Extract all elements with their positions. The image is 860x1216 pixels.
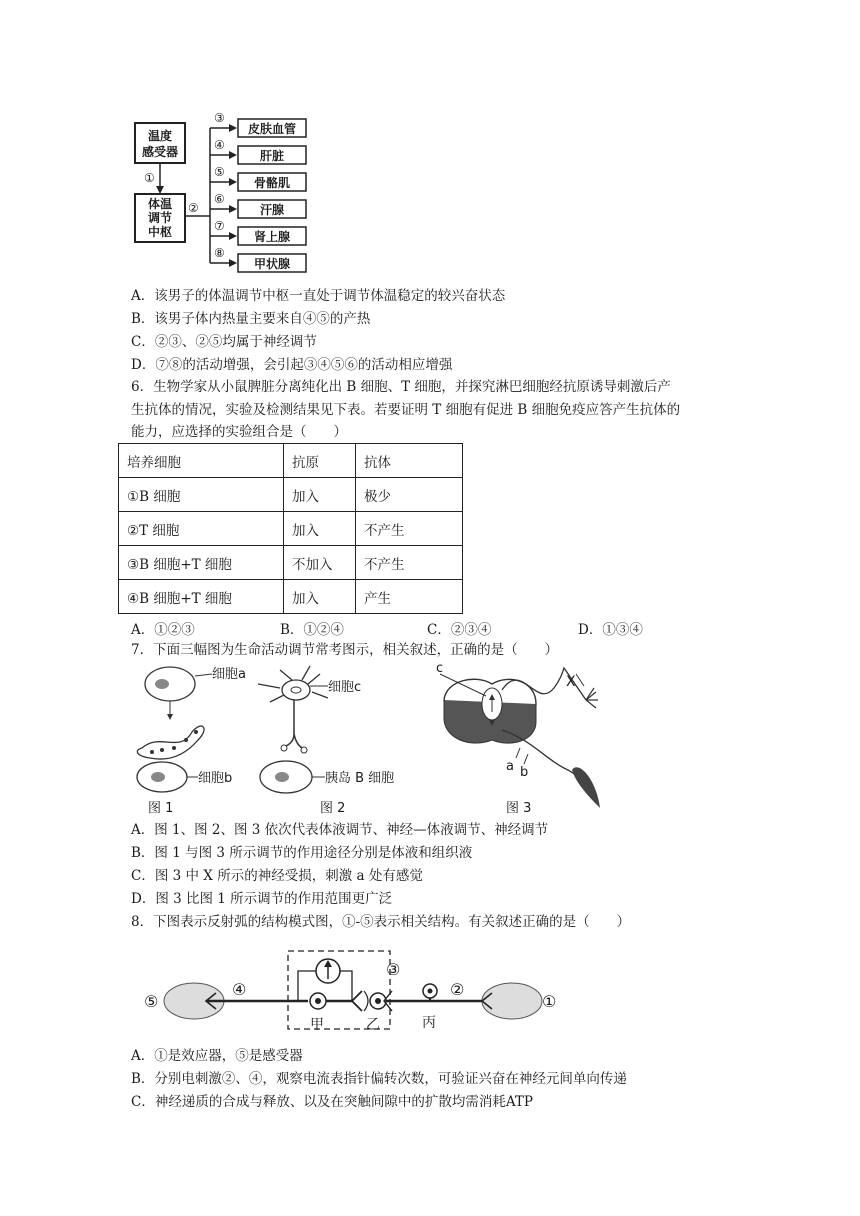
table-header: 培养细胞 [119, 444, 284, 478]
q8-option-c: C．神经递质的合成与释放、以及在突触间隙中的扩散均需消耗ATP [131, 1094, 533, 1110]
q5-option-d: D．⑦⑧的活动增强，会引起③④⑤⑥的活动相应增强 [131, 357, 453, 373]
label-yi: 乙 [366, 1017, 380, 1033]
q6-option-b: B．①②④ [280, 622, 344, 638]
label-bing: 丙 [422, 1015, 436, 1031]
q5-option-c: C．②③、②⑤均属于神经调节 [131, 334, 317, 350]
q6-stem-line-1: 6．生物学家从小鼠脾脏分离纯化出 B 细胞、T 细胞，并探究淋巴细胞经抗原诱导刺激后产 [131, 379, 671, 395]
label-b: b [520, 765, 529, 780]
cell-b-label: 细胞b [198, 771, 233, 786]
table-cell: ④B 细胞+T 细胞 [119, 580, 284, 614]
table-header: 抗体 [356, 444, 463, 478]
label-1: ① [542, 992, 557, 1011]
label-3: ③ [386, 960, 401, 979]
label-jia: 甲 [310, 1017, 324, 1033]
label-2: ② [450, 980, 465, 999]
label-c: c [436, 661, 444, 676]
q6-option-a: A．①②③ [131, 622, 195, 638]
q6-option-c: C．②③④ [427, 622, 492, 638]
svg-text:皮肤血管: 皮肤血管 [247, 122, 297, 136]
target-list [210, 111, 306, 272]
q8-stem: 8．下图表示反射弧的结构模式图，①-⑤表示相关结构。有关叙述正确的是（ ） [131, 914, 631, 930]
table-cell: ②T 细胞 [119, 512, 284, 546]
figure-2-caption: 图 2 [320, 801, 346, 816]
reflex-arc-diagram [140, 945, 560, 1040]
figure-2-neuroendocrine [250, 662, 420, 817]
figure-3-caption: 图 3 [506, 801, 532, 816]
center-label-1: 体温 [147, 197, 173, 211]
table-cell: 不产生 [356, 546, 463, 580]
q7-option-d: D．图 3 比图 1 所示调节的作用范围更广泛 [131, 891, 393, 907]
q7-option-b: B．图 1 与图 3 所示调节的作用途径分别是体液和组织液 [131, 845, 473, 861]
q6-option-d: D．①③④ [578, 622, 643, 638]
table-header-row [119, 444, 463, 478]
q5-option-b: B．该男子体内热量主要来自④⑤的产热 [131, 311, 371, 327]
table-cell: 加入 [284, 580, 356, 614]
table-cell: ①B 细胞 [119, 478, 284, 512]
svg-text:汗腺: 汗腺 [259, 203, 285, 217]
label-5: ⑤ [144, 992, 159, 1011]
islet-b-cell-label: 胰岛 B 细胞 [325, 771, 395, 786]
table-cell: ③B 细胞+T 细胞 [119, 546, 284, 580]
table-cell: 不产生 [356, 512, 463, 546]
q6-options [131, 618, 691, 638]
sensor-label-1: 温度 [147, 129, 173, 143]
sensor-label-2: 感受器 [141, 145, 179, 159]
target-6 [210, 192, 306, 218]
svg-text:甲状腺: 甲状腺 [253, 257, 291, 271]
table-cell: 不加入 [284, 546, 356, 580]
figure-1-caption: 图 1 [148, 801, 174, 816]
label-a: a [506, 759, 514, 774]
q5-option-a: A．该男子的体温调节中枢一直处于调节体温稳定的较兴奋状态 [131, 288, 506, 304]
table-row [119, 478, 463, 512]
q8-option-b: B．分别电刺激②、④，观察电流表指针偏转次数，可验证兴奋在神经元间单向传递 [131, 1071, 627, 1087]
svg-text:肾上腺: 肾上腺 [253, 230, 291, 244]
target-3 [210, 111, 306, 137]
figure-3-reflex [436, 660, 616, 818]
svg-text:⑥: ⑥ [214, 192, 225, 206]
target-4 [210, 138, 306, 164]
svg-text:⑧: ⑧ [214, 246, 225, 260]
label-x: X [566, 674, 576, 690]
target-7 [210, 219, 306, 245]
svg-text:⑤: ⑤ [214, 165, 225, 179]
q7-option-a: A．图 1、图 2、图 3 依次代表体液调节、神经—体液调节、神经调节 [131, 822, 549, 838]
table-cell: 极少 [356, 478, 463, 512]
thermoregulation-diagram [130, 108, 310, 278]
q6-stem-line-3: 能力，应选择的实验组合是（ ） [131, 424, 347, 440]
table-cell: 加入 [284, 512, 356, 546]
label-4: ④ [232, 980, 247, 999]
arrow-label-2: ② [188, 201, 199, 215]
svg-text:⑦: ⑦ [214, 219, 225, 233]
table-row [119, 512, 463, 546]
table-row [119, 580, 463, 614]
experiment-table [118, 443, 463, 614]
svg-text:肝脏: 肝脏 [259, 149, 285, 163]
svg-text:③: ③ [214, 111, 225, 125]
table-cell: 产生 [356, 580, 463, 614]
cell-c-label: 细胞c [328, 680, 362, 695]
svg-text:④: ④ [214, 138, 225, 152]
target-5 [210, 165, 306, 191]
table-row [119, 546, 463, 580]
arrow-label-1: ① [144, 171, 155, 185]
center-label-2: 调节 [147, 211, 173, 225]
q7-stem: 7．下面三幅图为生命活动调节常考图示，相关叙述，正确的是（ ） [131, 642, 559, 658]
q7-option-c: C．图 3 中 X 所示的神经受损，刺激 a 处有感觉 [131, 868, 423, 884]
q8-option-a: A．①是效应器，⑤是感受器 [131, 1048, 303, 1064]
q6-stem-line-2: 生抗体的情况，实验及检测结果见下表。若要证明 T 细胞有促进 B 细胞免疫应答产生抗体的 [131, 402, 681, 418]
cell-a-label: 细胞a [212, 667, 246, 682]
svg-text:骨骼肌: 骨骼肌 [253, 176, 291, 190]
table-header: 抗原 [284, 444, 356, 478]
table-cell: 加入 [284, 478, 356, 512]
figure-1-humoral [130, 662, 250, 817]
target-8 [210, 246, 306, 272]
center-label-3: 中枢 [147, 225, 173, 239]
